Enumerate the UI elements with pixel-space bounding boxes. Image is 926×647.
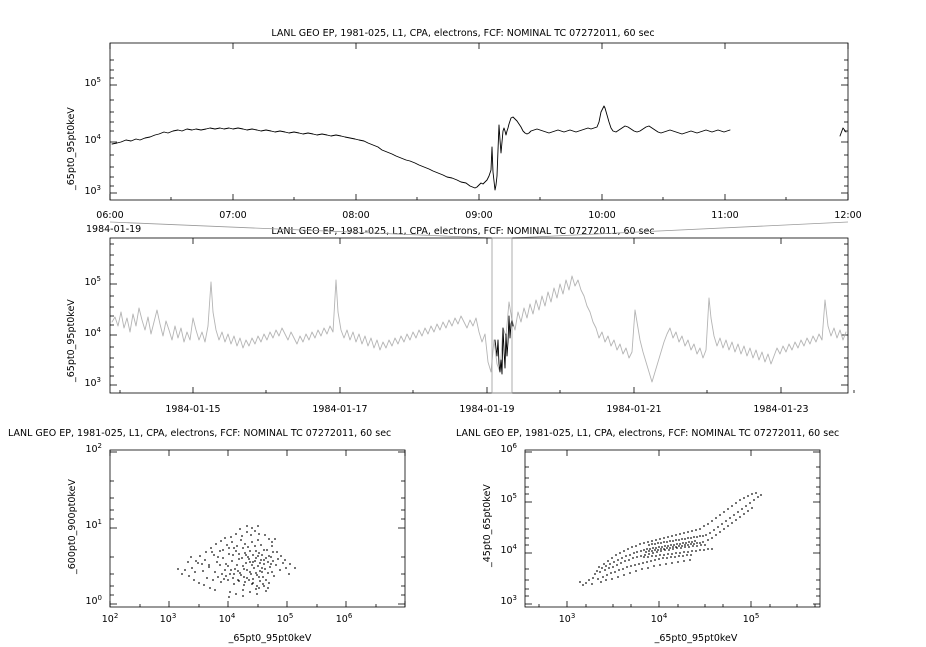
scatter-right-plot: [456, 422, 926, 647]
scatter-right-panel: [456, 422, 926, 647]
scatter-left-ylabel: _600pt0_900pt0keV: [67, 479, 78, 574]
timeseries-context-xtick-0115: 1984-01-15: [165, 404, 221, 415]
scatter-left-title: LANL GEO EP, 1981-025, L1, CPA, electrons, FCF: NOMINAL TC 07272011, 60 sec: [8, 428, 392, 439]
scatter-right-ylabel: _45pt0_65pt0keV: [482, 484, 493, 567]
scatter-right-points: [579, 492, 762, 586]
timeseries-context-ytick-1e4: $10^4$: [84, 325, 101, 339]
timeseries-zoom-ytick-1e5: $10^5$: [84, 75, 101, 89]
scatter-right-xtick-1e4: $10^4$: [650, 611, 668, 625]
scatter-left-ytick-1e0: $10^0$: [85, 593, 102, 607]
timeseries-zoom-ylabel: _65pt0_95pt0keV: [66, 107, 77, 190]
timeseries-context-xtick-0119: 1984-01-19: [459, 404, 515, 415]
scatter-left-xtick-1e4: $10^4$: [218, 611, 236, 625]
scatter-left-xlabel: _65pt0_95pt0keV: [228, 633, 312, 644]
timeseries-context-xtick-0121: 1984-01-21: [606, 404, 662, 415]
scatter-right-title: LANL GEO EP, 1981-025, L1, CPA, electrons, FCF: NOMINAL TC 07272011, 60 sec: [456, 428, 840, 439]
timeseries-zoom-xtick-1100: 11:00: [711, 210, 739, 221]
timeseries-zoom-date-label: 1984-01-19: [86, 224, 142, 235]
timeseries-context-xtick-0123: 1984-01-23: [753, 404, 809, 415]
scatter-left-ytick-1e1: $10^1$: [85, 517, 102, 531]
timeseries-zoom-xtick-0600: 06:00: [96, 210, 124, 221]
scatter-left-points: [177, 525, 296, 598]
scatter-right-ytick-1e3: $10^3$: [500, 593, 517, 607]
timeseries-context-ytick-1e3: $10^3$: [84, 375, 101, 389]
scatter-left-ytick-1e2: $10^2$: [85, 441, 102, 455]
scatter-right-ytick-1e4: $10^4$: [500, 542, 517, 556]
timeseries-context-xtick-0117: 1984-01-17: [312, 404, 368, 415]
scatter-left-panel: [0, 422, 470, 647]
timeseries-zoom-xtick-0700: 07:00: [219, 210, 247, 221]
scatter-left-xtick-1e6: $10^6$: [335, 611, 353, 625]
scatter-right-xlabel: _65pt0_95pt0keV: [654, 633, 738, 644]
timeseries-zoom-panel: [0, 0, 926, 235]
timeseries-context-panel: [0, 222, 926, 422]
scatter-right-ytick-1e6: $10^6$: [500, 441, 517, 455]
timeseries-zoom-xtick-0800: 08:00: [342, 210, 370, 221]
scatter-right-xtick-1e3: $10^3$: [558, 611, 576, 625]
timeseries-zoom-plot: [0, 0, 926, 232]
timeseries-zoom-xtick-0900: 09:00: [465, 210, 493, 221]
timeseries-context-title: LANL GEO EP, 1981-025, L1, CPA, electrons, FCF: NOMINAL TC 07272011, 60 sec: [271, 226, 655, 237]
scatter-left-xtick-1e2: $10^2$: [101, 611, 119, 625]
timeseries-zoom-xtick-1000: 10:00: [588, 210, 616, 221]
timeseries-zoom-title: LANL GEO EP, 1981-025, L1, CPA, electrons, FCF: NOMINAL TC 07272011, 60 sec: [271, 28, 655, 39]
timeseries-context-ylabel: _65pt0_95pt0keV: [66, 299, 77, 382]
scatter-left-xtick-1e5: $10^5$: [276, 611, 294, 625]
timeseries-zoom-ytick-1e3: $10^3$: [84, 183, 101, 197]
scatter-right-ytick-1e5: $10^5$: [500, 491, 517, 505]
timeseries-context-ytick-1e5: $10^5$: [84, 274, 101, 288]
timeseries-context-plot: [0, 222, 926, 422]
scatter-right-xtick-1e5: $10^5$: [742, 611, 760, 625]
timeseries-zoom-xtick-1200: 12:00: [834, 210, 862, 221]
scatter-left-plot: [0, 422, 470, 647]
timeseries-zoom-ytick-1e4: $10^4$: [84, 132, 101, 146]
scatter-left-xtick-1e3: $10^3$: [159, 611, 177, 625]
